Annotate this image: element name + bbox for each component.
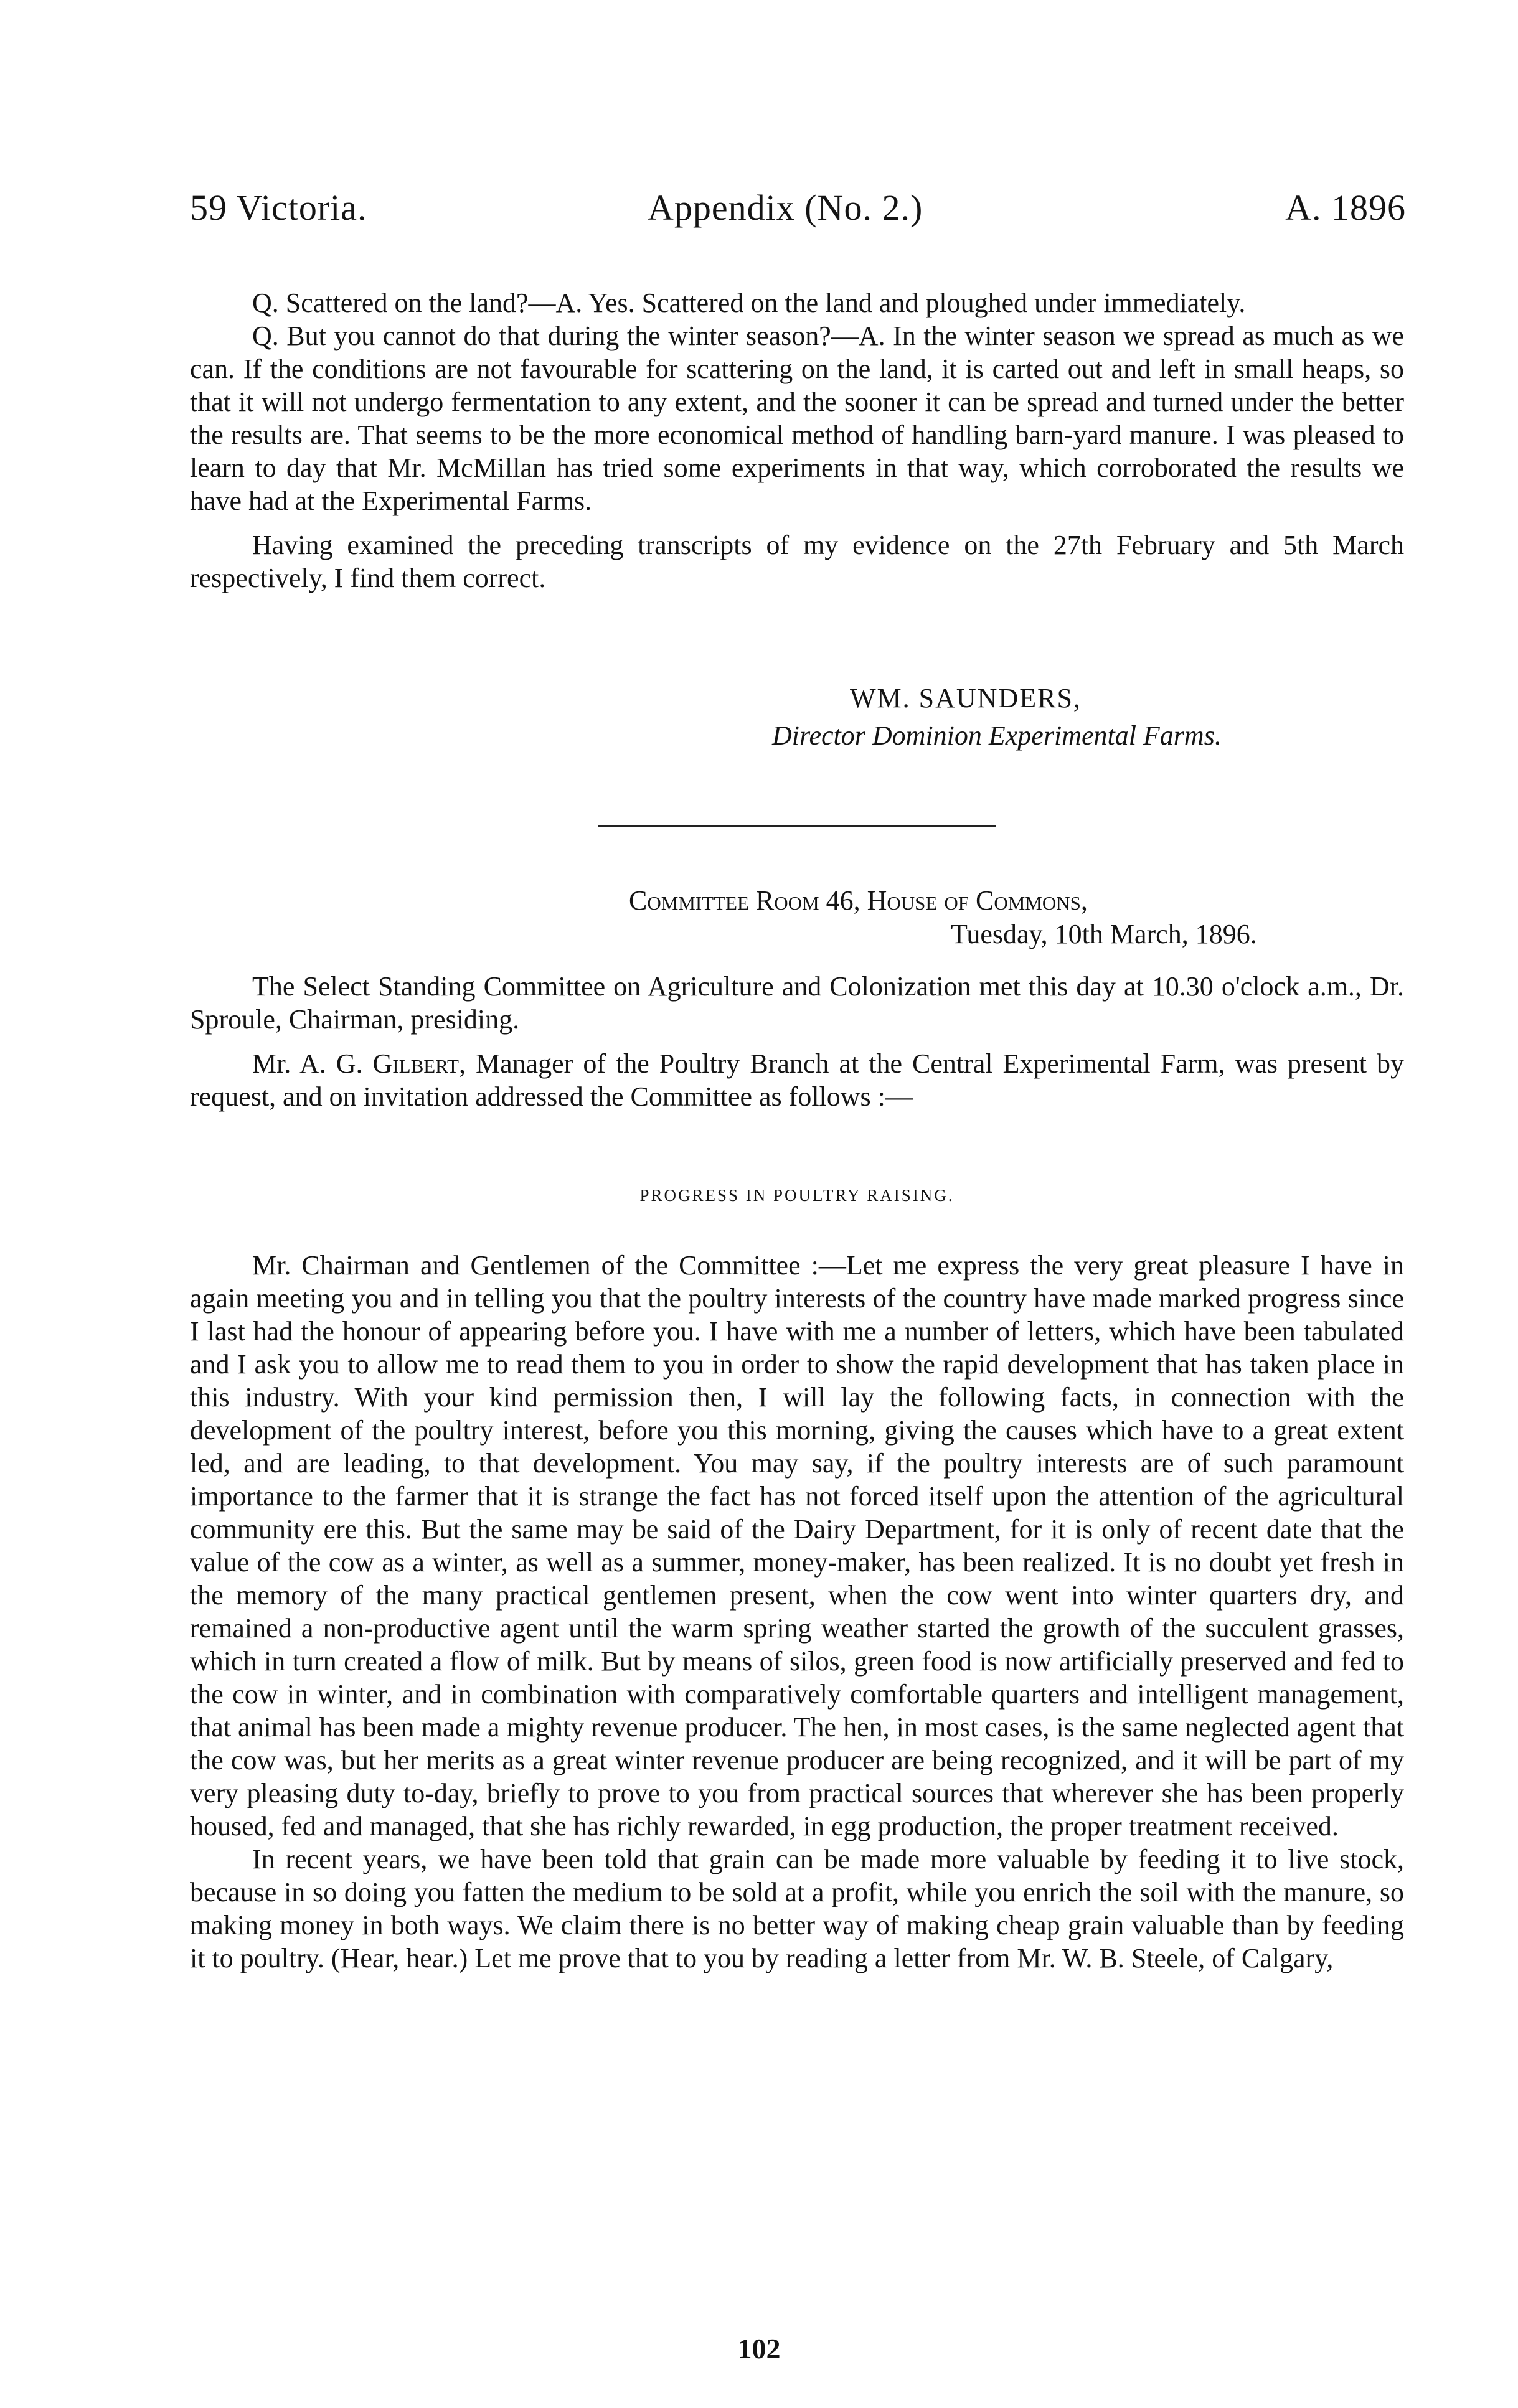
dateline-location: Committee Room 46, House of Commons, — [629, 885, 1088, 916]
body-section — [190, 1249, 1404, 1975]
speaker-name: Gilbert — [372, 1048, 459, 1079]
section-divider — [598, 825, 996, 827]
signature-name: WM. SAUNDERS, — [850, 683, 1082, 713]
intro-paragraph: Q. Scattered on the land?—A. Yes. Scattered on the land and ploughed under immediately. — [252, 288, 1246, 318]
speaker-prefix: Mr. A. G. — [252, 1048, 373, 1079]
header-year: A. 1896 — [1285, 187, 1406, 228]
page-header — [190, 187, 1406, 243]
meeting-paragraph — [190, 1047, 1404, 1113]
meeting-section — [190, 970, 1404, 1113]
body-paragraph: In recent years, we have been told that grain can be made more valuable by feeding it to live stock, because in so doing you fatten the medium to be sold at a profit, while you enrich the soil with the manure, so making money in both ways. We claim there is no better way of making cheap grain valuable than by feeding it to poultry. (Hear, hear.) Let me prove that to you by reading a letter from Mr. W. B. Steele, of Calgary, — [190, 1844, 1404, 1973]
dateline-date: Tuesday, 10th March, 1896. — [951, 919, 1257, 949]
intro-paragraph: Q. But you cannot do that during the winter season?—A. In the winter season we spread as much as we can. If the conditions are not favourable for scattering on the land, it is carted out and left in small heaps, so that it will not undergo fermentation to any extent, and the sooner it can be spread and turned under the better the results are. That seems to be the more economical method of handling barn-yard manure. I was pleased to learn to day that Mr. McMillan has tried some experiments in that way, which corroborated the results we have had at the Experimental Farms. — [190, 321, 1404, 516]
meeting-paragraph: The Select Standing Committee on Agriculture and Colonization met this day at 10.30 o'clock a.m., Dr. Sproule, Chairman, presiding. — [190, 971, 1404, 1035]
section-heading: PROGRESS IN POULTRY RAISING. — [639, 1186, 955, 1205]
body-paragraph: Mr. Chairman and Gentlemen of the Committee :—Let me express the very great pleasure I have in again meeting you and in telling you that the poultry interests of the country have made marked progress since I last had the honour of appearing before you. I have with me a number of letters, which have been tabulated and I ask you to allow me to read them to you in order to show the rapid development that has taken place in this industry. With your kind permission then, I will lay the following facts, in connection with the development of the poultry interest, before you this morning, giving the causes which have to a great extent led, and are leading, to that development. You may say, if the poultry interests are of such paramount importance to the farmer that it is strange the fact has not forced itself upon the attention of the agricultural community ere this. But the same may be said of the Dairy Department, for it is only of recent date that the value of the cow as a winter, as well as a summer, money-maker, has been realized. It is no doubt yet fresh in the memory of the many practical gentlemen present, when the cow went into winter quarters dry, and remained a non-productive agent until the warm spring weather started the growth of the succulent grasses, which in turn created a flow of milk. But by means of silos, green food is now artificially preserved and fed to the cow in winter, and in combination with comparatively comfortable quarters and intelligent management, that animal has been made a mighty revenue producer. The hen, in most cases, is the same neglected agent that the cow was, but her merits as a great winter revenue producer are being recognized, and it will be part of my very pleasing duty to-day, briefly to prove to you from practical sources that wherever she has been properly housed, fed and managed, that she has richly rewarded, in egg production, the proper treatment received. — [190, 1250, 1404, 1841]
intro-paragraph: Having examined the preceding transcripts of my evidence on the 27th February and 5th March respectively, I find them correct. — [190, 530, 1404, 593]
header-session: 59 Victoria. — [190, 187, 367, 228]
intro-section — [190, 286, 1404, 595]
page-number: 102 — [737, 2333, 781, 2364]
speaker-role: , Manager of the Poultry Branch at the Central Experimental Farm, was present by request, and on invitation addressed the Committee as follows :— — [190, 1048, 1404, 1112]
signature-title: Director Dominion Experimental Farms. — [772, 720, 1222, 751]
header-appendix: Appendix (No. 2.) — [648, 187, 923, 228]
